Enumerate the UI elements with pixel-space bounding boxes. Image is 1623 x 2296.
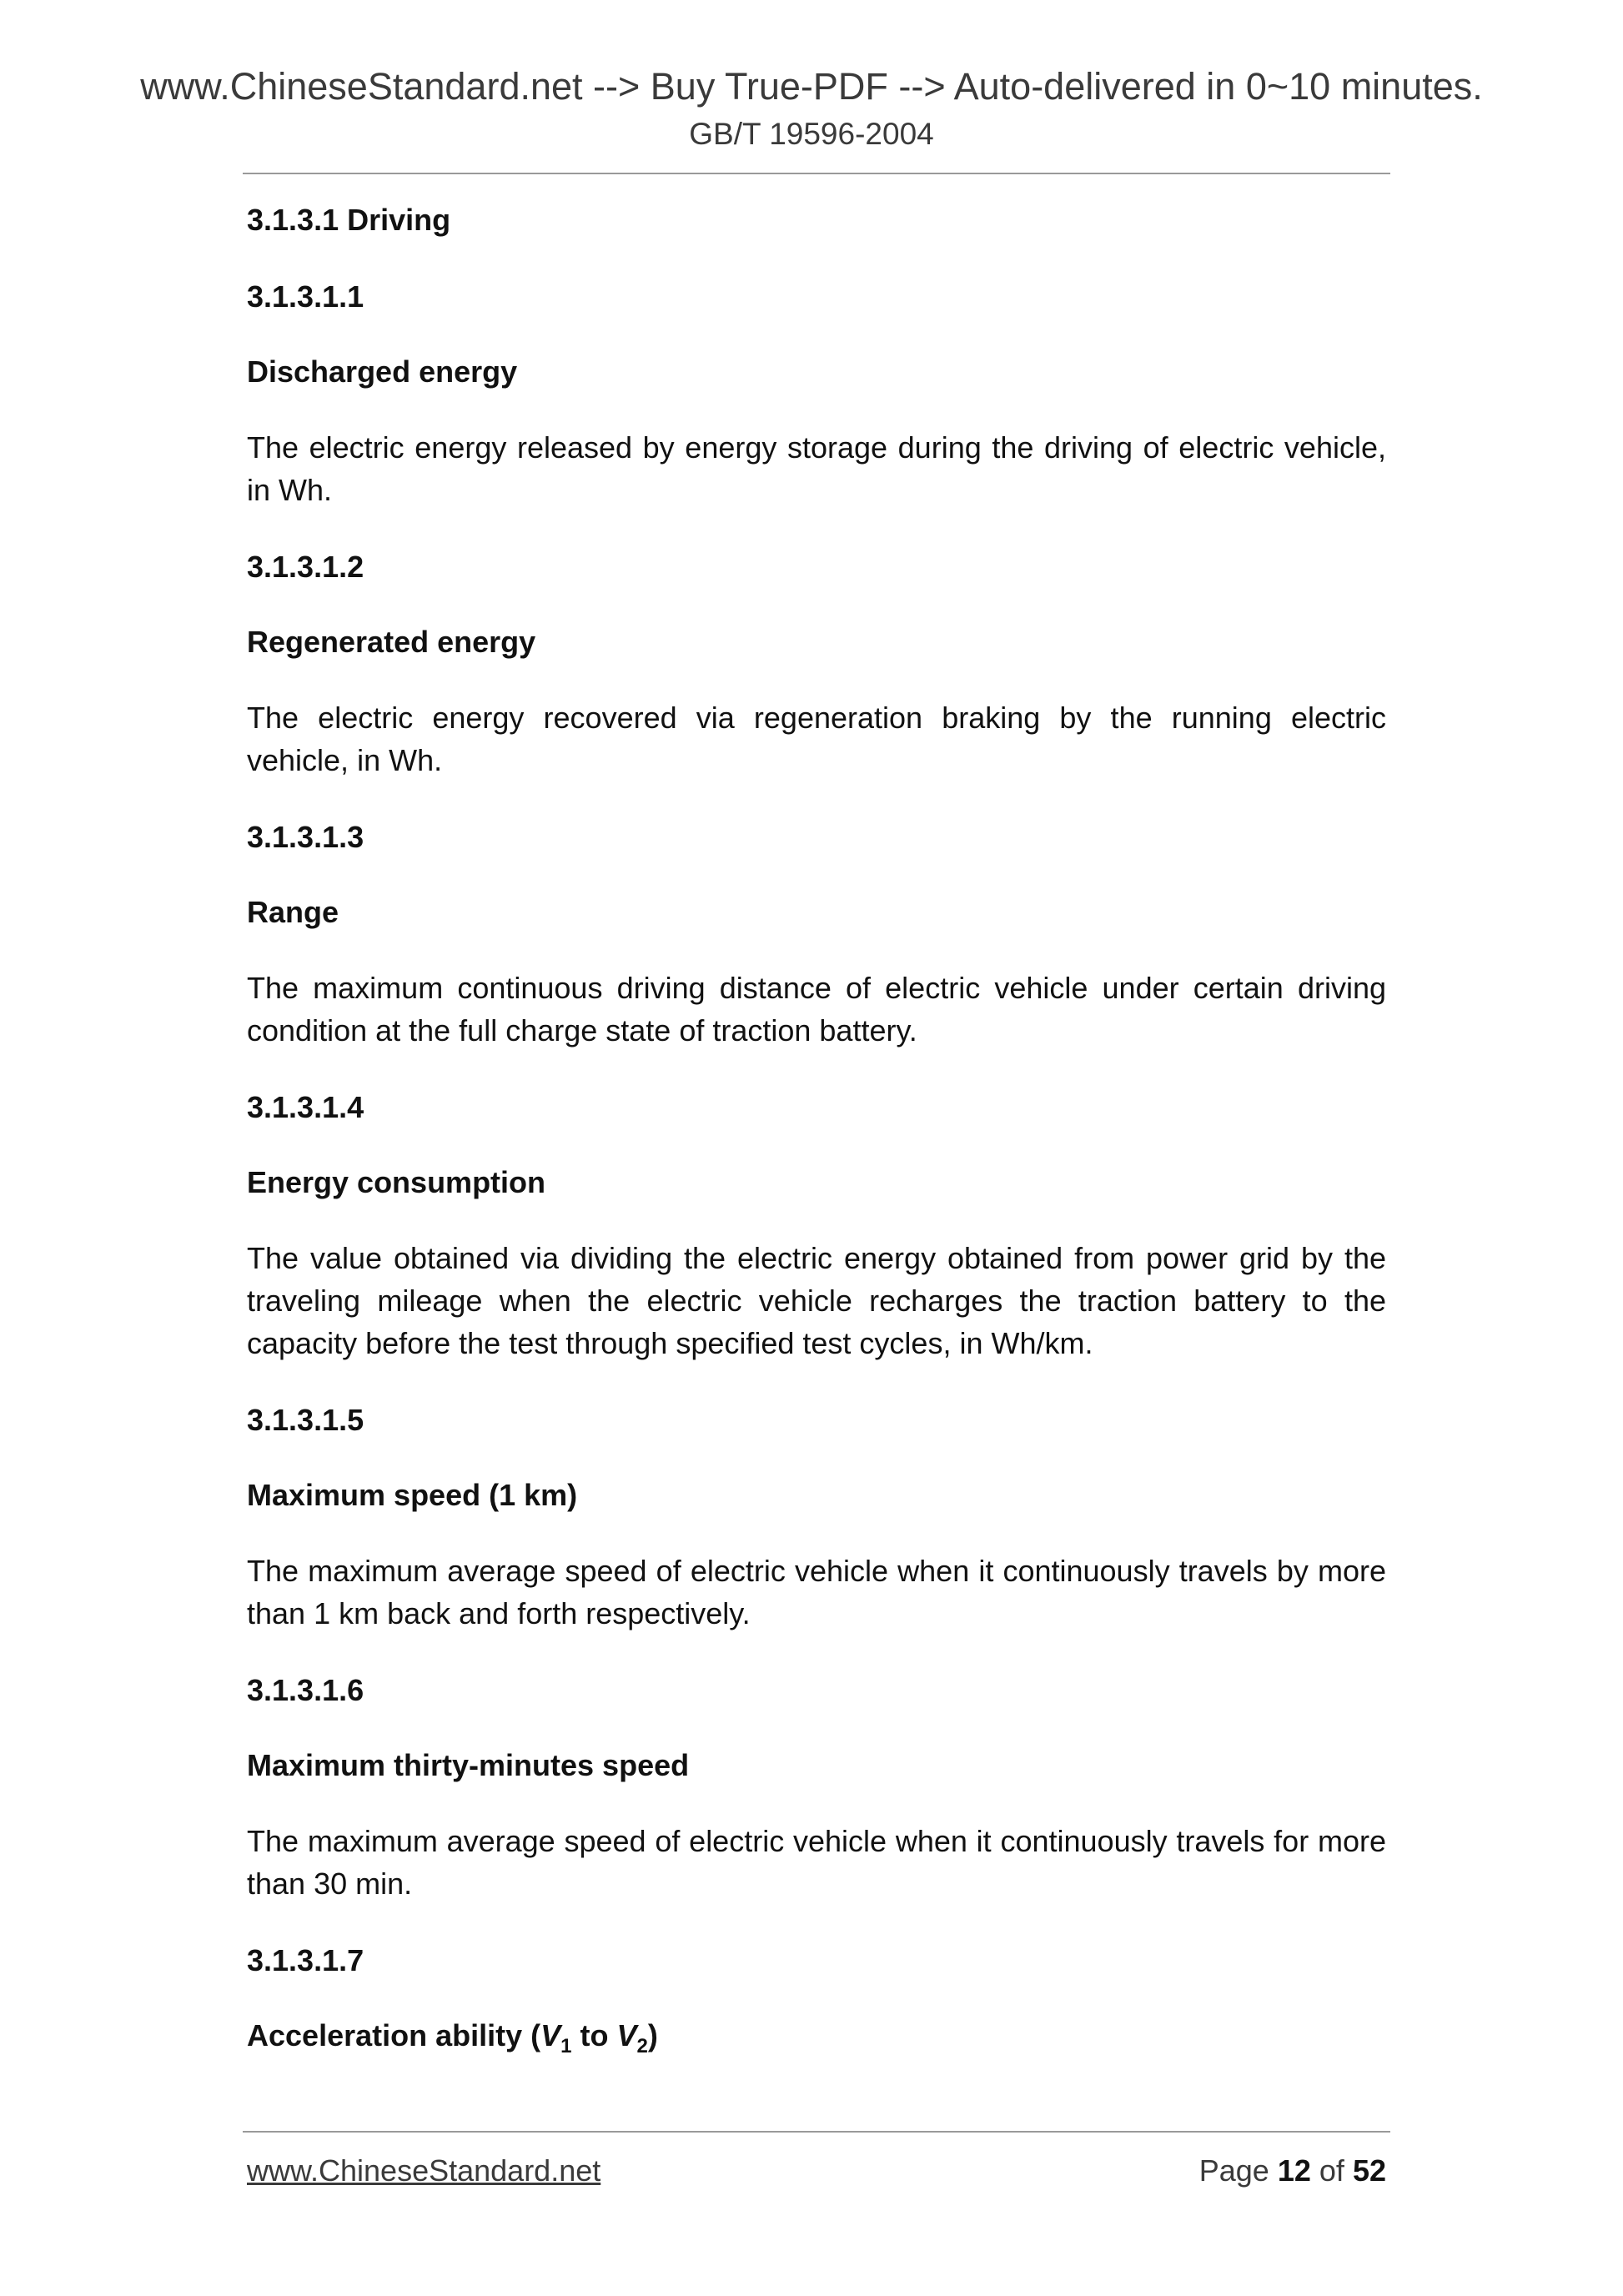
definition-number: 3.1.3.1.3 [247, 820, 364, 854]
page-current: 12 [1277, 2153, 1311, 2188]
definition-term: Maximum thirty-minutes speed [247, 1748, 690, 1782]
definition-text: The value obtained via dividing the electric energy obtained from power grid by the traveling mileage when the electric vehicle recharges the traction battery to the capacity before the test through specified test cycles, in Wh/km. [247, 1241, 1386, 1360]
term-middle: to [571, 2018, 617, 2052]
page-of: of [1319, 2153, 1344, 2188]
term-suffix: ) [647, 2018, 658, 2052]
term-prefix: Acceleration ability ( [247, 2018, 541, 2052]
variable-v1: V [540, 2018, 561, 2052]
definition-number: 3.1.3.1.7 [247, 1943, 364, 1977]
page-total: 52 [1352, 2153, 1386, 2188]
definition-term: Discharged energy [247, 354, 518, 389]
definition-number: 3.1.3.1.4 [247, 1090, 364, 1124]
footer-divider [243, 2131, 1390, 2133]
definition-text: The maximum average speed of electric vehicle when it continuously travels by more than 1 km back and forth respectively. [247, 1554, 1386, 1630]
subscript-2: 2 [636, 2035, 648, 2058]
definition-number: 3.1.3.1.6 [247, 1673, 364, 1707]
definition-term [247, 2014, 1386, 2067]
definition-term: Range [247, 895, 339, 929]
subscript-1: 1 [560, 2035, 572, 2058]
definition-text: The electric energy recovered via regeneration braking by the running electric vehicle, in Wh. [247, 701, 1386, 777]
definition-term: Regenerated energy [247, 625, 536, 659]
page-indicator [1199, 2152, 1386, 2190]
header-divider [243, 173, 1390, 174]
standard-code: GB/T 19596-2004 [689, 117, 934, 151]
definition-term: Energy consumption [247, 1165, 546, 1199]
definition-number: 3.1.3.1.1 [247, 279, 364, 314]
variable-v2: V [616, 2018, 637, 2052]
definition-text: The maximum average speed of electric vehicle when it continuously travels for more than 30 min. [247, 1824, 1386, 1901]
definition-number: 3.1.3.1.5 [247, 1403, 364, 1437]
definition-number: 3.1.3.1.2 [247, 550, 364, 584]
section-heading: 3.1.3.1 Driving [247, 203, 451, 237]
definition-text: The maximum continuous driving distance of electric vehicle under certain driving condition at the full charge state of traction battery. [247, 971, 1386, 1048]
footer-website-link[interactable]: www.ChineseStandard.net [247, 2153, 601, 2188]
definition-text: The electric energy released by energy storage during the driving of electric vehicle, in Wh. [247, 430, 1386, 507]
definition-term: Maximum speed (1 km) [247, 1478, 578, 1512]
header-banner: www.ChineseStandard.net --> Buy True-PDF --> Auto-delivered in 0~10 minutes. [140, 65, 1483, 108]
page-word: Page [1198, 2153, 1269, 2188]
